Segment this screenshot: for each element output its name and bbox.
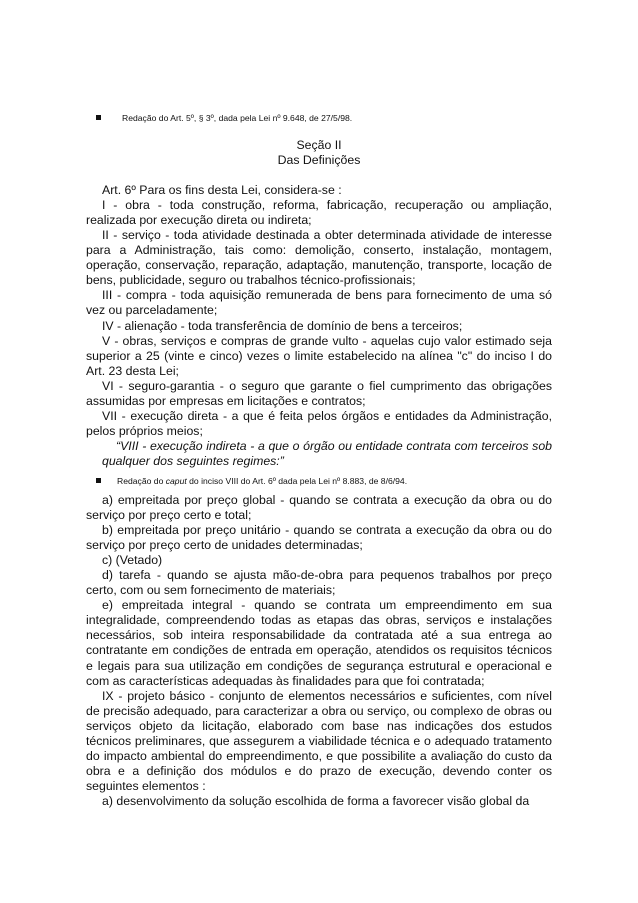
subitem-d: d) tarefa - quando se ajusta mão-de-obra para pequenos trabalhos por preço certo, com ou sem fornecimento de materiais; (86, 568, 552, 598)
document-page (86, 112, 552, 809)
bullet-icon (96, 115, 101, 120)
item-iv: IV - alienação - toda transferência de domínio de bens a terceiros; (102, 318, 463, 333)
section-title: Seção II (296, 138, 342, 152)
item-ii: II - serviço - toda atividade destinada a obter determinada atividade de interesse para a Administração, tais como: demolição, conserto, instalação, montagem, operação, conservação, reparação, adaptação, manutenção, transporte, locação de bens, publicidade, seguro ou trabalhos técnico-profissionais; (86, 228, 552, 288)
item-v: V - obras, serviços e compras de grande vulto - aquelas cujo valor estimado seja superior a 25 (vinte e cinco) vezes o limite estabelecido na alínea "c" do inciso I do Art. 23 desta Lei; (86, 333, 552, 378)
subitem-b: b) empreitada por preço unitário - quando se contrata a execução da obra ou do serviço por preço certo de unidades determinadas; (86, 523, 552, 553)
subitem-c: c) (Vetado) (102, 553, 163, 568)
item-vii: VII - execução direta - a que é feita pelos órgãos e entidades da Administração, pelos próprios meios; (86, 408, 552, 438)
item-vi: VI - seguro-garantia - o seguro que garante o fiel cumprimento das obrigações assumidas por empresas em licitações e contratos; (86, 378, 552, 408)
art6-heading: Art. 6º Para os fins desta Lei, considera-se : (102, 183, 342, 198)
item-ix: IX - projeto básico - conjunto de elementos necessários e suficientes, com nível de precisão adequado, para caracterizar a obra ou serviço, ou complexo de obras ou serviços objeto da licitação, elaborado com base nas indicações dos estudos técnicos preliminares, que assegurem a viabilidade técnica e o adequado tratamento do impacto ambiental do empreendimento, e que possibilite a avaliação do custo da obra e a definição dos módulos e do prazo de execução, devendo conter os seguintes elementos : (86, 688, 552, 793)
footnote-text: Redação do caput do inciso VIII do Art. 6º dada pela Lei nº 8.883, de 8/6/94. (117, 475, 408, 486)
item-i: I - obra - toda construção, reforma, fabricação, recuperação ou ampliação, realizada por execução direta ou indireta; (86, 198, 552, 228)
item-iii: III - compra - toda aquisição remunerada de bens para fornecimento de uma só vez ou parceladamente; (86, 288, 552, 318)
subitem-e: e) empreitada integral - quando se contrata um empreendimento em sua integralidade, compreendendo todas as etapas das obras, serviços e instalações necessários, sob inteira responsabilidade da contratada até a sua entrega ao contratante em condições de entrada em operação, atendidos os requisitos técnicos e legais para sua utilização em condições de segurança estrutural e operacional e com as características adequadas às finalidades para que foi contratada; (86, 598, 552, 688)
footnote-redacao-caput (96, 475, 552, 487)
footnote-text: Redação do Art. 5º, § 3º, dada pela Lei nº 9.648, de 27/5/98. (122, 113, 353, 123)
item-viii-quote: “VIII - execução indireta - a que o órgão ou entidade contrata com terceiros sob qualquer dos seguintes regimes:” (102, 438, 552, 468)
subitem-a: a) empreitada por preço global - quando se contrata a execução da obra ou do serviço por preço certo e total; (86, 492, 552, 523)
section-subtitle: Das Definições (277, 153, 361, 168)
bullet-icon (96, 478, 101, 483)
item-ix-a: a) desenvolvimento da solução escolhida de forma a favorecer visão global da (102, 793, 530, 808)
footnote-redacao-art5 (96, 112, 552, 124)
